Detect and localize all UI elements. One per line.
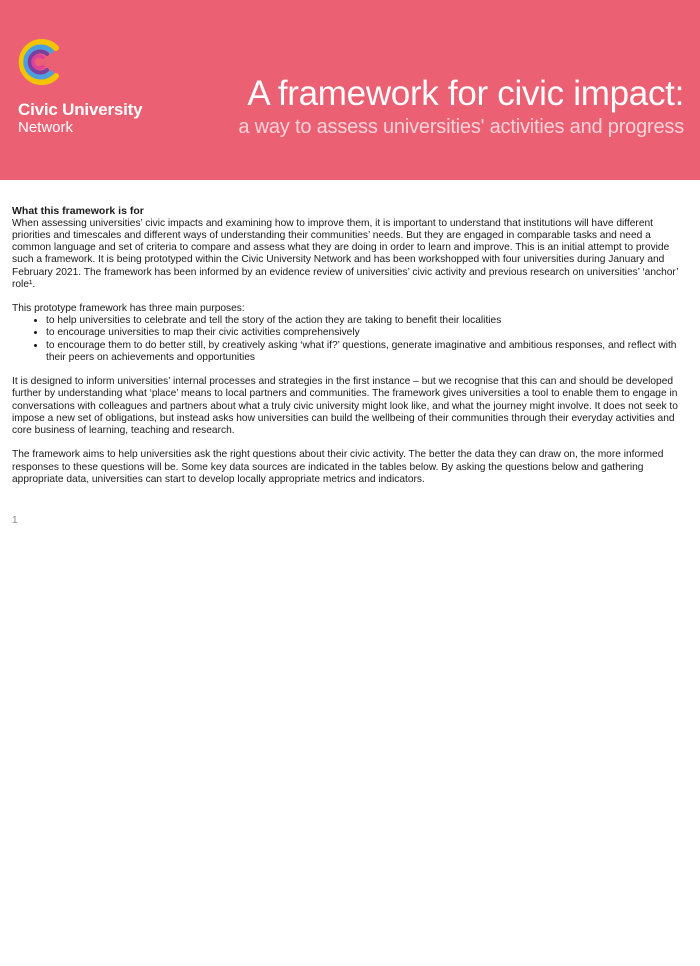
purposes-intro: This prototype framework has three main purposes: [12,303,245,314]
list-item: • to encourage universities to map their civic activities comprehensively [46,327,690,339]
aims-paragraph: The framework aims to help universities ask the right questions about their civic activity. The better the data they can draw on, the more informed responses to these questions will be. Some key data sources are indicated in the tables below. By asking the questions below and gathering appropriate data, universities can start to develop locally appropriate metrics and indicators. [12,449,664,485]
main-content [12,205,690,498]
page-number: 1 [12,515,18,526]
intro-paragraph: When assessing universities’ civic impacts and examining how to improve them, it is important to understand that institutions will have different priorities and timescales and different ways of understanding their communities’ needs. But they are engaged in comparable tasks and need a common language and set of criteria to compare and assess what they are doing in order to learn and improve. This is an initial attempt to provide such a framework. It is being prototyped within the Civic University Network and has been workshopped with four universities during January and February 2021. The framework has been informed by an evidence review of universities’ civic activity and previous research on universities’ ‘anchor’ role¹. [12,217,679,290]
list-item: • to encourage them to do better still, by creatively asking ‘what if?’ questions, generate imaginative and ambitious responses, and reflect with their peers on achievements and opportunities [46,340,690,364]
org-sub: Network [18,119,74,136]
section-heading: What this framework is for [12,205,144,217]
design-paragraph: It is designed to inform universities’ internal processes and strategies in the first instance – but we recognise that this can and should be developed further by understanding what ‘place’ means to local partners and communities. The framework gives universities a tool to enable them to engage in conversations with colleagues and partners about what a truly civic university might look like, and what the journey might involve. It does not seek to impose a new set of obligations, but instead asks how universities can build the wellbeing of their communities through their everyday activities and core business of learning, teaching and research. [12,376,678,437]
page-title: A framework for civic impact: [247,74,684,113]
list-item: • to help universities to celebrate and tell the story of the action they are taking to benefit their localities [46,315,690,327]
header-banner [0,0,700,180]
civic-c-logo-icon [10,34,66,90]
purposes-list [12,315,690,364]
page-subtitle: a way to assess universities' activities and progress [238,116,684,138]
org-name: Civic University [18,100,143,119]
